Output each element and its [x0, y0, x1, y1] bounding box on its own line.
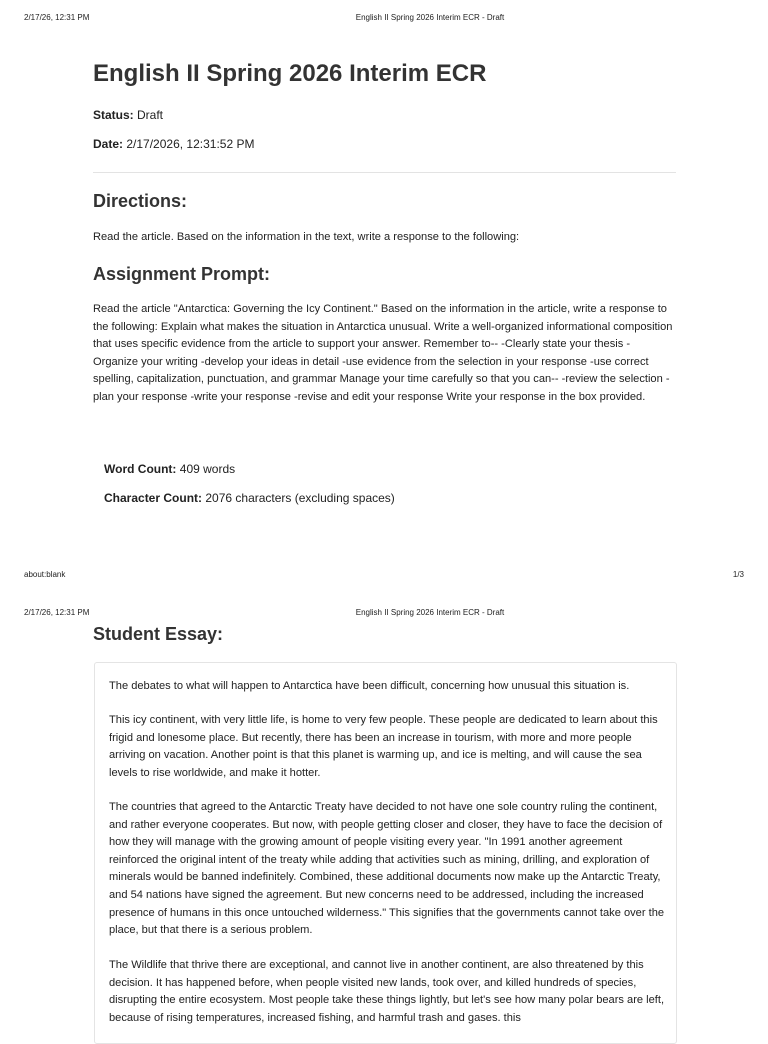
- prompt-text: Read the article "Antarctica: Governing the Icy Continent." Based on the information in the article, write a response to the following: Explain what makes the situation in Antarctica unusual. Write a well-organized informational composition that uses specific evidence from the article to support your answer. Remember to-- -Clearly state your thesis -Organize your writing -develop your ideas in detail -use evidence from the selection in your response -use correct spelling, capitalization, punctuation, and grammar Manage your time carefully so that you can-- -review the selection -plan your response -write your response -revise and edit your response Write your response in the box provided.: [93, 303, 673, 403]
- print-footer-url: about:blank: [24, 570, 66, 579]
- character-count-label: Character Count:: [104, 491, 203, 505]
- date-label: Date:: [93, 137, 124, 151]
- essay-paragraph: This icy continent, with very little life, is home to very few people. These people are dedicated to learn about this frigid and lonesome place. But recently, there has been an increase in tourism, with more and more people arriving on vacation. Another point is that this planet is warming up, and ice is melting, and will cause the sea levels to rise worldwide, and make it hotter.: [109, 714, 658, 779]
- essay-paragraph: The countries that agreed to the Antarctic Treaty have decided to not have one sole country ruling the continent, and rather everyone cooperates. But now, with people getting closer and closer, they have to face the decision of how they will manage with the growing amount of people visiting every year. "In 1991 another agreement reinforced the original intent of the treaty while adding that activities such as mining, drilling, and exploration of minerals would be banned indefinitely. Combined, these additional documents now make up the Antarctic Treaty, and 54 nations have signed the agreement. But new concerns need to be addressed, including the increased presence of humans in this once untouched wilderness." This signifies that the governments cannot take over the place, but that there is a serious problem.: [109, 801, 665, 937]
- page-title: English II Spring 2026 Interim ECR: [93, 60, 487, 87]
- word-count-value: 409 words: [179, 462, 236, 476]
- character-count-value: 2076 characters (excluding spaces): [205, 491, 395, 505]
- essay-box: [94, 662, 677, 1044]
- directions-heading: Directions:: [93, 191, 188, 211]
- character-count: [104, 491, 395, 505]
- essay-heading: Student Essay:: [93, 624, 224, 644]
- status-label: Status:: [93, 108, 134, 122]
- prompt-heading: Assignment Prompt:: [93, 264, 271, 284]
- print-header-title: English II Spring 2026 Interim ECR - Draft: [355, 608, 505, 617]
- print-header-title: English II Spring 2026 Interim ECR - Draft: [355, 13, 505, 22]
- print-header-datetime: 2/17/26, 12:31 PM: [24, 608, 90, 617]
- print-footer-page: 1/3: [732, 570, 744, 579]
- essay-paragraph: The Wildlife that thrive there are exceptional, and cannot live in another continent, are also threatened by this decision. It has happened before, when people visited new lands, took over, and killed hundreds of species, disrupting the entire ecosystem. Most people take these things lightly, but let's see how many polar bears are left, because of rising temperatures, increased fishing, and harmful trash and gases. this: [109, 959, 665, 1024]
- date-value: 2/17/2026, 12:31:52 PM: [126, 137, 255, 151]
- status-row: [93, 108, 163, 122]
- divider: [93, 172, 676, 173]
- word-count: [104, 462, 235, 476]
- print-header-datetime: 2/17/26, 12:31 PM: [24, 13, 90, 22]
- word-count-label: Word Count:: [104, 462, 177, 476]
- date-row: [93, 137, 254, 151]
- directions-text: Read the article. Based on the information in the text, write a response to the following:: [93, 231, 520, 243]
- status-value: Draft: [137, 108, 164, 122]
- essay-paragraph: The debates to what will happen to Antarctica have been difficult, concerning how unusual this situation is.: [109, 680, 630, 692]
